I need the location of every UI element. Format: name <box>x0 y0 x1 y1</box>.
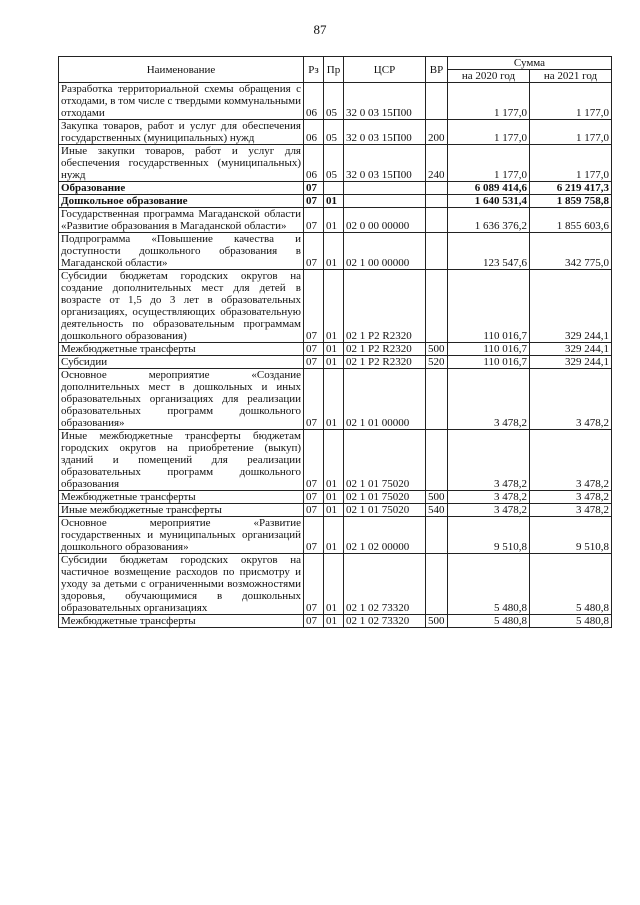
cell-pr: 05 <box>324 145 344 182</box>
cell-csr: 32 0 03 15П00 <box>344 120 426 145</box>
cell-y2021: 1 177,0 <box>530 120 612 145</box>
table-row <box>59 120 612 145</box>
cell-vr <box>426 430 448 491</box>
cell-vr: 200 <box>426 120 448 145</box>
cell-pr: 05 <box>324 120 344 145</box>
cell-y2021: 329 244,1 <box>530 343 612 356</box>
cell-name: Дошкольное образование <box>59 195 304 208</box>
cell-name: Межбюджетные трансферты <box>59 491 304 504</box>
cell-rz: 07 <box>304 182 324 195</box>
cell-y2020: 9 510,8 <box>448 517 530 554</box>
cell-csr <box>344 195 426 208</box>
table-row <box>59 195 612 208</box>
cell-csr: 02 1 P2 R2320 <box>344 270 426 343</box>
cell-pr: 01 <box>324 195 344 208</box>
budget-table <box>58 56 612 628</box>
table-row <box>59 208 612 233</box>
cell-csr: 02 1 02 73320 <box>344 554 426 615</box>
cell-vr <box>426 517 448 554</box>
cell-vr: 500 <box>426 615 448 628</box>
cell-rz: 07 <box>304 430 324 491</box>
cell-vr <box>426 195 448 208</box>
cell-vr: 520 <box>426 356 448 369</box>
cell-y2021: 3 478,2 <box>530 369 612 430</box>
cell-rz: 07 <box>304 491 324 504</box>
cell-y2020: 3 478,2 <box>448 504 530 517</box>
cell-vr: 240 <box>426 145 448 182</box>
cell-csr: 02 1 01 75020 <box>344 430 426 491</box>
cell-rz: 07 <box>304 356 324 369</box>
cell-csr: 32 0 03 15П00 <box>344 145 426 182</box>
table-row <box>59 491 612 504</box>
table-row <box>59 430 612 491</box>
header-sum: Сумма <box>448 57 612 70</box>
cell-name: Иные закупки товаров, работ и услуг для обеспечения государственных (муниципальных) нужд <box>59 145 304 182</box>
cell-rz: 06 <box>304 145 324 182</box>
cell-y2020: 1 177,0 <box>448 83 530 120</box>
table-row <box>59 504 612 517</box>
cell-pr: 01 <box>324 430 344 491</box>
cell-rz: 07 <box>304 504 324 517</box>
table-row <box>59 343 612 356</box>
cell-name: Иные межбюджетные трансферты бюджетам городских округов на приобретение (выкуп) зданий и помещений для реализации образовательных программ дошкольного образования <box>59 430 304 491</box>
cell-name: Разработка территориальной схемы обращения с отходами, в том числе с твердыми коммунальными отходами <box>59 83 304 120</box>
cell-name: Субсидии бюджетам городских округов на создание дополнительных мест для детей в возрасте от 1,5 до 3 лет в образовательных организациях, осуществляющих образовательную деятельность по образовательным программам дошкольного образования) <box>59 270 304 343</box>
cell-vr: 500 <box>426 491 448 504</box>
cell-pr: 01 <box>324 615 344 628</box>
cell-pr: 05 <box>324 83 344 120</box>
cell-vr <box>426 554 448 615</box>
cell-vr <box>426 182 448 195</box>
table-row <box>59 369 612 430</box>
cell-name: Субсидии <box>59 356 304 369</box>
cell-csr: 02 1 01 75020 <box>344 491 426 504</box>
cell-csr: 32 0 03 15П00 <box>344 83 426 120</box>
cell-name: Основное мероприятие «Создание дополнительных мест в дошкольных и иных образовательных организациях для реализации образовательных программ дошкольного образования» <box>59 369 304 430</box>
cell-rz: 07 <box>304 615 324 628</box>
header-2020: на 2020 год <box>448 70 530 83</box>
cell-rz: 07 <box>304 554 324 615</box>
cell-csr: 02 0 00 00000 <box>344 208 426 233</box>
cell-rz: 07 <box>304 208 324 233</box>
cell-pr: 01 <box>324 504 344 517</box>
cell-y2020: 1 640 531,4 <box>448 195 530 208</box>
cell-y2021: 329 244,1 <box>530 356 612 369</box>
cell-csr: 02 1 P2 R2320 <box>344 343 426 356</box>
header-rz: Рз <box>304 57 324 83</box>
table-row <box>59 83 612 120</box>
cell-pr: 01 <box>324 554 344 615</box>
cell-pr: 01 <box>324 491 344 504</box>
cell-vr <box>426 369 448 430</box>
cell-rz: 07 <box>304 233 324 270</box>
cell-rz: 07 <box>304 343 324 356</box>
cell-y2021: 3 478,2 <box>530 430 612 491</box>
table-row <box>59 517 612 554</box>
header-vr: ВР <box>426 57 448 83</box>
cell-pr: 01 <box>324 233 344 270</box>
cell-y2021: 3 478,2 <box>530 491 612 504</box>
cell-y2021: 342 775,0 <box>530 233 612 270</box>
cell-pr: 01 <box>324 369 344 430</box>
cell-name: Образование <box>59 182 304 195</box>
cell-csr: 02 1 02 73320 <box>344 615 426 628</box>
header-csr: ЦСР <box>344 57 426 83</box>
cell-name: Основное мероприятие «Развитие государственных и муниципальных организаций дошкольного образования» <box>59 517 304 554</box>
cell-rz: 06 <box>304 120 324 145</box>
cell-csr: 02 1 01 00000 <box>344 369 426 430</box>
cell-y2020: 110 016,7 <box>448 343 530 356</box>
cell-vr <box>426 233 448 270</box>
cell-vr <box>426 208 448 233</box>
cell-y2020: 5 480,8 <box>448 554 530 615</box>
cell-pr: 01 <box>324 343 344 356</box>
cell-y2021: 3 478,2 <box>530 504 612 517</box>
header-pr: Пр <box>324 57 344 83</box>
cell-pr <box>324 182 344 195</box>
cell-name: Межбюджетные трансферты <box>59 343 304 356</box>
table-row <box>59 615 612 628</box>
cell-y2021: 9 510,8 <box>530 517 612 554</box>
cell-rz: 07 <box>304 369 324 430</box>
cell-rz: 06 <box>304 83 324 120</box>
cell-y2021: 5 480,8 <box>530 615 612 628</box>
cell-y2021: 6 219 417,3 <box>530 182 612 195</box>
cell-y2020: 1 177,0 <box>448 145 530 182</box>
cell-y2020: 110 016,7 <box>448 270 530 343</box>
cell-pr: 01 <box>324 356 344 369</box>
cell-name: Государственная программа Магаданской области «Развитие образования в Магаданской области» <box>59 208 304 233</box>
table-row <box>59 270 612 343</box>
table-row <box>59 182 612 195</box>
cell-vr <box>426 270 448 343</box>
cell-y2021: 329 244,1 <box>530 270 612 343</box>
cell-csr <box>344 182 426 195</box>
cell-y2020: 5 480,8 <box>448 615 530 628</box>
cell-y2020: 123 547,6 <box>448 233 530 270</box>
cell-rz: 07 <box>304 195 324 208</box>
cell-y2021: 1 177,0 <box>530 145 612 182</box>
cell-y2020: 1 177,0 <box>448 120 530 145</box>
cell-y2021: 1 177,0 <box>530 83 612 120</box>
cell-csr: 02 1 01 75020 <box>344 504 426 517</box>
cell-y2020: 6 089 414,6 <box>448 182 530 195</box>
cell-y2020: 3 478,2 <box>448 369 530 430</box>
table-row <box>59 554 612 615</box>
cell-vr: 500 <box>426 343 448 356</box>
header-2021: на 2021 год <box>530 70 612 83</box>
cell-csr: 02 1 P2 R2320 <box>344 356 426 369</box>
table-row <box>59 145 612 182</box>
cell-rz: 07 <box>304 517 324 554</box>
cell-y2020: 1 636 376,2 <box>448 208 530 233</box>
cell-pr: 01 <box>324 517 344 554</box>
cell-name: Подпрограмма «Повышение качества и доступности дошкольного образования в Магаданской области» <box>59 233 304 270</box>
cell-csr: 02 1 02 00000 <box>344 517 426 554</box>
cell-pr: 01 <box>324 270 344 343</box>
header-name: Наименование <box>59 57 304 83</box>
cell-y2020: 3 478,2 <box>448 491 530 504</box>
cell-vr <box>426 83 448 120</box>
cell-y2021: 5 480,8 <box>530 554 612 615</box>
cell-y2020: 110 016,7 <box>448 356 530 369</box>
cell-rz: 07 <box>304 270 324 343</box>
cell-y2020: 3 478,2 <box>448 430 530 491</box>
cell-name: Иные межбюджетные трансферты <box>59 504 304 517</box>
cell-vr: 540 <box>426 504 448 517</box>
cell-csr: 02 1 00 00000 <box>344 233 426 270</box>
cell-pr: 01 <box>324 208 344 233</box>
table-row <box>59 233 612 270</box>
cell-y2021: 1 855 603,6 <box>530 208 612 233</box>
page-number: 87 <box>313 22 327 37</box>
cell-name: Субсидии бюджетам городских округов на частичное возмещение расходов по присмотру и уходу за детьми с ограниченными возможностями здоровья, обучающимися в дошкольных образовательных организациях <box>59 554 304 615</box>
table-row <box>59 356 612 369</box>
cell-y2021: 1 859 758,8 <box>530 195 612 208</box>
cell-name: Закупка товаров, работ и услуг для обеспечения государственных (муниципальных) нужд <box>59 120 304 145</box>
cell-name: Межбюджетные трансферты <box>59 615 304 628</box>
